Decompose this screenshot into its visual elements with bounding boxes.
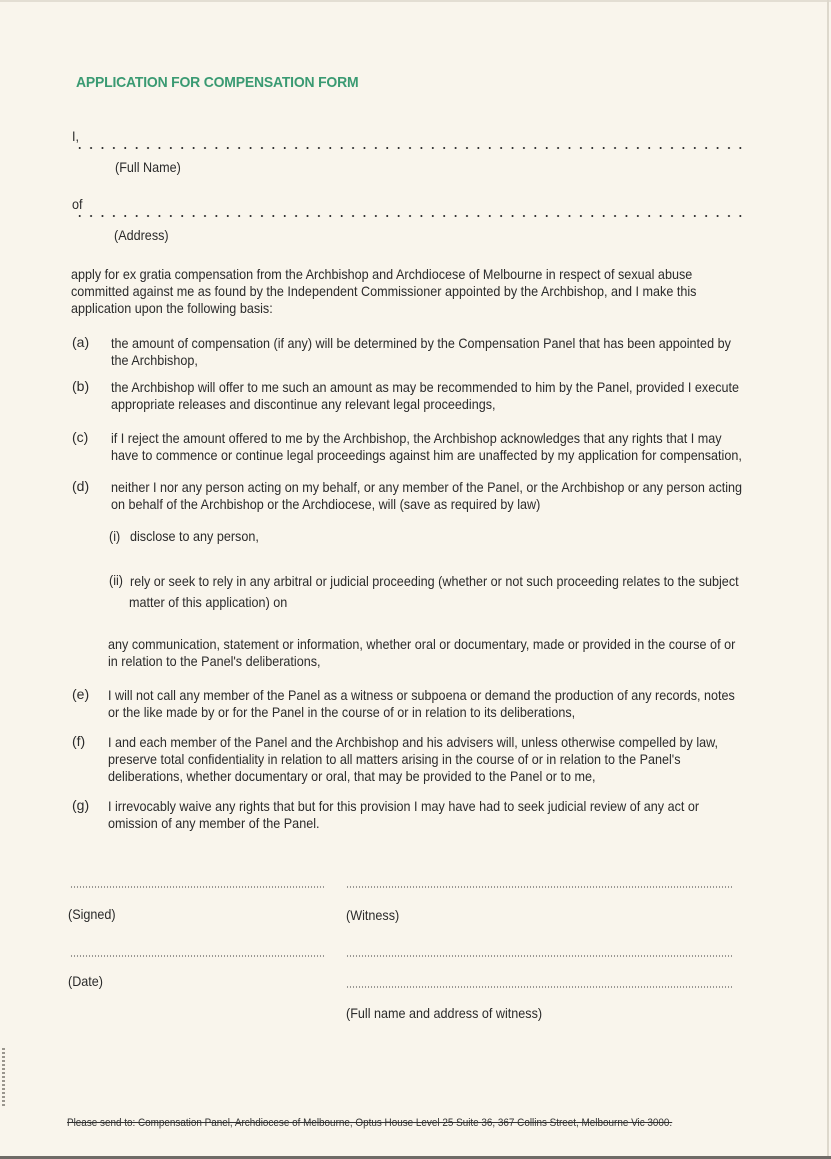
name-prefix: I, [72, 128, 80, 144]
clause-c-label: (c) [72, 429, 89, 445]
subclause-ii-label: (ii) [109, 572, 123, 588]
intro-line: application upon the following basis: [71, 300, 273, 316]
clause-a-label: (a) [72, 334, 90, 350]
full-name-label: (Full Name) [115, 159, 181, 175]
clause-line: the Archbishop will offer to me such an amount as may be recommended to him by the Panel, provided I execute [111, 379, 740, 395]
clause-d-label: (d) [72, 478, 90, 494]
clause-g-text [108, 798, 699, 832]
clause-line: on behalf of the Archbishop or the Archdiocese, will (save as required by law) [111, 496, 541, 512]
clause-e-label: (e) [72, 686, 90, 702]
witness-name-field[interactable] [346, 955, 732, 957]
date-label: (Date) [68, 973, 104, 989]
clause-line: I will not call any member of the Panel as a witness or subpoena or demand the production of any records, notes [108, 687, 735, 703]
clause-line: preserve total confidentiality in relation to all matters arising in the course of or in relation to the Panel's [108, 751, 681, 767]
address-prefix: of [72, 196, 83, 212]
clause-line: in relation to the Panel's deliberations, [108, 653, 321, 669]
mailing-address-footer: Please send to: Compensation Panel, Archdiocese of Melbourne, Optus House Level 25 Suite 36, 367 Collins Street, Melbourne Vic 3000. [67, 1117, 673, 1129]
clause-line: rely or seek to rely in any arbitral or judicial proceeding (whether or not such proceeding relates to the subject [130, 573, 739, 589]
clause-a-text [111, 335, 731, 369]
clause-line: I and each member of the Panel and the Archbishop and his advisers will, unless otherwise compelled by law, [108, 734, 719, 750]
intro-line: apply for ex gratia compensation from the Archbishop and Archdiocese of Melbourne in respect of sexual abuse [71, 266, 693, 282]
clause-e-text [108, 687, 735, 721]
page-edge-right [827, 0, 829, 1159]
witness-details-label: (Full name and address of witness) [346, 1005, 543, 1021]
clause-line: omission of any member of the Panel. [108, 815, 320, 831]
full-name-field[interactable] [74, 147, 744, 149]
clause-line: disclose to any person, [130, 528, 259, 544]
clause-line: the amount of compensation (if any) will be determined by the Compensation Panel that has been appointed by [111, 335, 731, 351]
clause-f-text [108, 734, 718, 785]
page-edge-top [0, 0, 831, 2]
witness-label: (Witness) [346, 907, 400, 923]
intro-line: committed against me as found by the Independent Commissioner appointed by the Archbishop, and I make this [71, 283, 697, 299]
intro-paragraph [71, 266, 696, 317]
clause-line: I irrevocably waive any rights that but for this provision I may have had to seek judicial review of any act or [108, 798, 700, 814]
clause-line: any communication, statement or information, whether oral or documentary, made or provided in the course of or [108, 636, 736, 652]
clause-line: or the like made by or for the Panel in the course of or in relation to its deliberations, [108, 704, 576, 720]
clause-d-tail [108, 636, 735, 670]
subclause-ii-text [130, 573, 739, 590]
clause-line: matter of this application) on [129, 594, 288, 610]
clause-c-text [111, 430, 742, 464]
address-field[interactable] [74, 215, 744, 217]
subclause-i-label: (i) [109, 528, 121, 544]
side-print-code [2, 1048, 5, 1108]
clause-g-label: (g) [72, 797, 90, 813]
clause-line: the Archbishop, [111, 352, 198, 368]
signature-field[interactable] [70, 886, 324, 888]
address-label: (Address) [114, 227, 169, 243]
clause-b-text [111, 379, 739, 413]
clause-d-text [111, 479, 742, 513]
witness-address-field[interactable] [346, 986, 732, 988]
clause-b-label: (b) [72, 378, 90, 394]
subclause-ii-text-cont [129, 594, 287, 611]
clause-line: deliberations, whether documentary or oral, that may be provided to the Panel or to me, [108, 768, 596, 784]
clause-line: have to commence or continue legal proceedings against him are unaffected by my application for compensation, [111, 447, 742, 463]
signed-label: (Signed) [68, 906, 116, 922]
clause-line: neither I nor any person acting on my behalf, or any member of the Panel, or the Archbishop or any person acting [111, 479, 743, 495]
subclause-i-text [130, 528, 259, 545]
clause-line: if I reject the amount offered to me by the Archbishop, the Archbishop acknowledges that any rights that I may [111, 430, 722, 446]
form-title: APPLICATION FOR COMPENSATION FORM [76, 74, 359, 91]
clause-line: appropriate releases and discontinue any relevant legal proceedings, [111, 396, 496, 412]
clause-f-label: (f) [72, 733, 86, 749]
date-field[interactable] [70, 955, 324, 957]
witness-signature-field[interactable] [346, 886, 732, 888]
